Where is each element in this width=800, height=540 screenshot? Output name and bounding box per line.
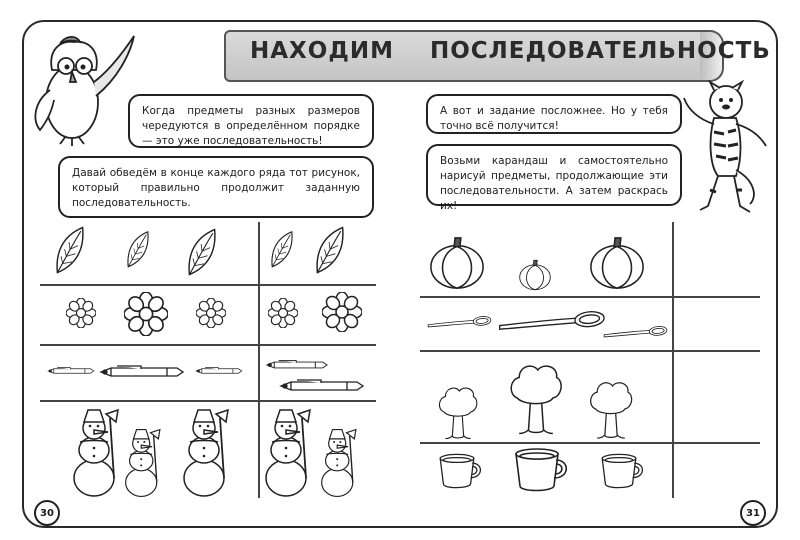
cup-icon — [436, 452, 486, 492]
title-word-1: НАХОДИМ — [250, 38, 394, 64]
right-row-divider-3 — [420, 442, 760, 444]
right-bubble-1: А вот и задание посложнее. Но у тебя точно всё получится! — [426, 94, 682, 134]
left-row-divider-2 — [40, 344, 376, 346]
pen-icon — [264, 358, 330, 372]
title-word-2: ПОСЛЕДОВАТЕЛЬНОСТЬ — [430, 38, 771, 64]
snowman-icon — [180, 408, 230, 498]
flower-icon — [196, 298, 226, 328]
page-number-right: 31 — [740, 500, 766, 526]
pen-icon — [276, 378, 368, 394]
tree-icon — [588, 378, 634, 440]
left-row-divider-1 — [40, 284, 376, 286]
pen-icon — [194, 364, 244, 378]
pumpkin-icon — [428, 234, 486, 292]
left-row-divider-3 — [40, 400, 376, 402]
spoon-icon — [496, 306, 606, 336]
right-row-divider-1 — [420, 296, 760, 298]
page-number-left: 30 — [34, 500, 60, 526]
flower-icon — [66, 298, 96, 328]
pen-icon — [46, 364, 96, 378]
leaf-icon — [50, 224, 90, 278]
right-column-divider — [672, 222, 674, 498]
flower-icon — [268, 298, 298, 328]
snowman-icon — [262, 408, 312, 498]
pumpkin-icon — [588, 234, 646, 292]
snowman-icon — [70, 408, 120, 498]
right-bubble-2: Возьми карандаш и самостоятельно нарисуй предметы, продолжающие эти последовательности. А затем раскрась их! — [426, 144, 682, 206]
tree-icon — [508, 356, 564, 440]
pumpkin-icon — [518, 258, 552, 292]
leaf-icon — [268, 228, 296, 272]
cup-icon — [510, 446, 574, 496]
pen-icon — [96, 364, 188, 380]
snowman-icon — [122, 428, 162, 498]
cup-icon — [598, 452, 648, 492]
spoon-icon — [426, 312, 492, 332]
right-row-divider-2 — [420, 350, 760, 352]
snowman-icon — [318, 428, 358, 498]
left-bubble-2: Давай обведём в конце каждого ряда тот рисунок, который правильно продолжит заданную последовательность. — [58, 156, 374, 218]
left-column-divider — [258, 222, 260, 498]
flower-icon — [124, 292, 168, 336]
spoon-icon — [602, 322, 668, 342]
left-bubble-1: Когда предметы разных размеров чередуются в определённом порядке — это уже последовательность! — [128, 94, 374, 148]
tiger-character — [680, 80, 770, 230]
owl-character — [30, 30, 140, 150]
leaf-icon — [310, 224, 350, 278]
tree-icon — [436, 384, 480, 440]
leaf-icon — [124, 228, 152, 272]
flower-icon — [322, 292, 362, 332]
leaf-icon — [182, 226, 222, 280]
